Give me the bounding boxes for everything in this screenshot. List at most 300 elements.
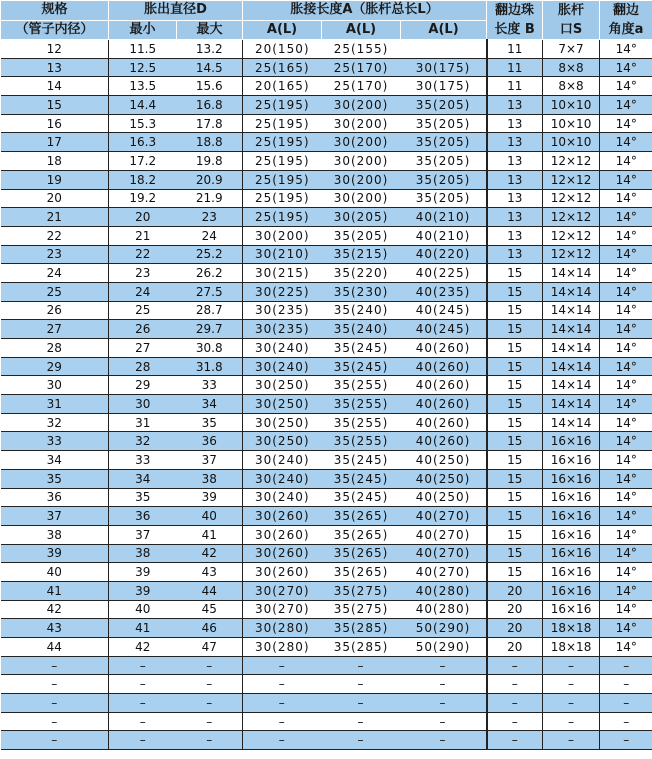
table-cell: 16×16 [543,451,600,470]
table-cell: – [543,694,600,713]
table-cell: 41 [177,525,243,544]
table-cell: 25(195) [243,208,322,227]
table-row [1,301,652,320]
table-cell: 40(270) [401,544,487,563]
table-cell: 30(280) [243,619,322,638]
table-cell: 36 [1,488,109,507]
table-cell: 15 [487,563,543,582]
table-cell: 30(240) [243,357,322,376]
table-cell: – [487,731,543,750]
header-flare-angle-line2: 角度a [608,22,644,37]
table-cell: – [243,694,322,713]
table-cell: – [177,675,243,694]
table-cell: 15 [487,395,543,414]
table-cell: 17.8 [177,114,243,133]
table-cell: 30(250) [243,413,322,432]
table-cell: 40(260) [401,376,487,395]
table-cell: 41 [109,619,177,638]
table-cell: 47 [177,638,243,657]
table-cell: 14° [600,133,652,152]
table-cell: 35(245) [322,469,401,488]
table-cell: 27.5 [177,282,243,301]
table-cell: 50(290) [401,638,487,657]
table-cell: 14° [600,96,652,115]
table-cell: 16×16 [543,469,600,488]
table-cell: – [600,712,652,731]
table-header [1,1,652,40]
table-cell: 30(250) [243,376,322,395]
table-cell: 14° [600,376,652,395]
table-cell: 40 [1,563,109,582]
table-cell: 25(195) [243,189,322,208]
table-cell: 35(285) [322,619,401,638]
table-cell: 35(230) [322,282,401,301]
table-cell: – [322,712,401,731]
table-cell: 25(170) [322,77,401,96]
table-cell: 29 [1,357,109,376]
table-row [1,712,652,731]
table-cell: 30 [109,395,177,414]
table-body [1,40,652,750]
table-cell: 40(235) [401,282,487,301]
table-cell: 35(275) [322,600,401,619]
table-cell: 35(205) [401,133,487,152]
table-cell: 27 [1,320,109,339]
table-cell: 20 [487,619,543,638]
header-al-1: A(L) [243,20,322,40]
table-cell: 14° [600,451,652,470]
table-row [1,432,652,451]
table-cell: 35(245) [322,339,401,358]
table-row [1,58,652,77]
table-row [1,507,652,526]
table-cell: 36 [109,507,177,526]
table-cell: – [487,675,543,694]
header-flare-length [487,1,543,40]
table-cell: – [600,694,652,713]
table-cell: 39 [177,488,243,507]
table-cell: 31 [109,413,177,432]
table-cell: 30(235) [243,301,322,320]
table-cell: 14° [600,395,652,414]
table-cell: 15 [487,413,543,432]
table-cell: 14° [600,432,652,451]
table-cell: 30(200) [322,133,401,152]
table-cell: 40(250) [401,488,487,507]
table-cell: 37 [177,451,243,470]
table-row [1,675,652,694]
table-cell: 10×10 [543,114,600,133]
table-cell: 30(260) [243,544,322,563]
table-cell: 17 [1,133,109,152]
table-cell: 15 [487,488,543,507]
table-cell: 13 [487,96,543,115]
header-flare-length-line1: 翻边珠 [495,3,535,18]
table-cell: 14.4 [109,96,177,115]
table-cell: – [401,675,487,694]
table-cell: 30(235) [243,320,322,339]
table-cell: 30(250) [243,395,322,414]
table-cell: 40(280) [401,581,487,600]
table-cell: 40(270) [401,525,487,544]
table-cell: 11 [487,58,543,77]
table-cell: 22 [109,245,177,264]
table-cell: 34 [109,469,177,488]
table-cell: 40(270) [401,507,487,526]
table-cell: 44 [177,581,243,600]
table-cell: 15 [487,264,543,283]
table-cell: 33 [177,376,243,395]
table-cell: 14° [600,114,652,133]
table-row [1,694,652,713]
table-cell: 14.5 [177,58,243,77]
table-cell: – [109,731,177,750]
table-cell: 30(200) [322,189,401,208]
table-cell: 40(260) [401,357,487,376]
table-cell: 35(285) [322,638,401,657]
table-cell: 25(195) [243,152,322,171]
table-cell: 35(255) [322,376,401,395]
table-cell: 12.5 [109,58,177,77]
table-cell: 30(200) [322,152,401,171]
table-cell: 26.2 [177,264,243,283]
table-cell: 14° [600,245,652,264]
table-row [1,40,652,59]
header-expand-length: 胀接长度A（胀杆总长L） [243,1,487,21]
table-cell: – [243,656,322,675]
table-cell: 15 [487,507,543,526]
table-cell: 12×12 [543,245,600,264]
table-row [1,133,652,152]
table-cell: 40(245) [401,301,487,320]
table-row [1,245,652,264]
table-cell: 14×14 [543,301,600,320]
table-cell: – [543,712,600,731]
table-cell: 40(210) [401,226,487,245]
table-cell: 35(255) [322,413,401,432]
table-cell: 20 [487,600,543,619]
table-cell: 20 [487,581,543,600]
table-cell: 15.6 [177,77,243,96]
table-cell: 14° [600,152,652,171]
table-cell: 40(245) [401,320,487,339]
table-cell: 14° [600,619,652,638]
table-cell: 38 [177,469,243,488]
table-cell: 14° [600,357,652,376]
table-cell: 35(265) [322,507,401,526]
table-cell: – [487,656,543,675]
table-cell: 40(260) [401,413,487,432]
table-cell: 20(150) [243,40,322,59]
table-cell: 40(220) [401,245,487,264]
table-cell: 21 [109,226,177,245]
table-cell: 16.8 [177,96,243,115]
table-cell: – [401,712,487,731]
table-cell: 46 [177,619,243,638]
header-min: 最小 [109,20,177,40]
table-cell: 40(250) [401,451,487,470]
table-cell: 40(260) [401,432,487,451]
table-cell: – [109,675,177,694]
table-cell: 14° [600,301,652,320]
table-row [1,96,652,115]
table-cell: 11.5 [109,40,177,59]
table-cell: 33 [109,451,177,470]
table-cell: 40(260) [401,339,487,358]
table-cell: 14° [600,413,652,432]
table-cell: 26 [109,320,177,339]
table-cell: 30(175) [401,58,487,77]
header-flare-length-line2: 长度 B [494,22,535,37]
table-cell: 30(225) [243,282,322,301]
table-cell: 30(215) [243,264,322,283]
header-flare-angle-line1: 翻边 [613,3,640,18]
table-cell: 34 [177,395,243,414]
table-cell: – [322,731,401,750]
table-cell: 40(260) [401,395,487,414]
table-cell: 29.7 [177,320,243,339]
table-cell: 8×8 [543,58,600,77]
table-cell: 30(240) [243,469,322,488]
table-cell: – [401,694,487,713]
table-row [1,600,652,619]
table-cell: – [543,656,600,675]
table-cell: 13 [1,58,109,77]
table-cell: 30(260) [243,525,322,544]
table-cell: 14 [1,77,109,96]
table-cell: 30(240) [243,451,322,470]
table-cell: 30(200) [322,170,401,189]
table-cell: 24 [1,264,109,283]
table-row [1,581,652,600]
table-cell: 16×16 [543,432,600,451]
table-cell: – [487,712,543,731]
table-cell: 10×10 [543,133,600,152]
table-cell: 40(280) [401,600,487,619]
table-cell: 14×14 [543,376,600,395]
table-cell: 31 [1,395,109,414]
table-cell: 12×12 [543,152,600,171]
table-cell: 38 [109,544,177,563]
table-cell: 14° [600,581,652,600]
table-row [1,413,652,432]
table-row [1,208,652,227]
table-cell: 30(270) [243,581,322,600]
table-row [1,152,652,171]
table-cell: 20(165) [243,77,322,96]
table-cell: 14° [600,563,652,582]
table-cell: 29 [109,376,177,395]
table-cell: – [1,694,109,713]
table-cell: – [322,675,401,694]
table-cell: – [543,675,600,694]
table-row [1,357,652,376]
table-cell: 14×14 [543,413,600,432]
header-rod-size-line2: 口S [559,22,583,37]
table-cell: – [177,712,243,731]
table-row [1,563,652,582]
table-cell: 42 [1,600,109,619]
table-cell: – [1,656,109,675]
table-cell: 25(165) [243,58,322,77]
table-cell: 28 [1,339,109,358]
table-cell: 15 [487,469,543,488]
table-cell: 19 [1,170,109,189]
table-cell: 16.3 [109,133,177,152]
table-cell: 15 [487,357,543,376]
table-cell: 18 [1,152,109,171]
table-cell: 18×18 [543,619,600,638]
table-cell: 15 [487,525,543,544]
table-cell: 41 [1,581,109,600]
table-cell: 15 [487,376,543,395]
table-cell: 31.8 [177,357,243,376]
header-al-2: A(L) [322,20,401,40]
table-cell: 18.2 [109,170,177,189]
table-cell: 30(200) [322,114,401,133]
table-cell: 28.7 [177,301,243,320]
table-cell: 14×14 [543,320,600,339]
table-cell: 35(205) [401,170,487,189]
table-cell: 30.8 [177,339,243,358]
table-cell: – [177,656,243,675]
table-cell: 43 [1,619,109,638]
table-cell: 15 [487,451,543,470]
table-cell: 16×16 [543,600,600,619]
table-cell: 14×14 [543,357,600,376]
table-cell: – [177,731,243,750]
table-cell: 43 [177,563,243,582]
header-max: 最大 [177,20,243,40]
table-cell: – [109,656,177,675]
table-cell: 11 [487,77,543,96]
table-row [1,619,652,638]
table-row [1,656,652,675]
table-cell: 19.8 [177,152,243,171]
table-cell: 35(245) [322,357,401,376]
table-cell: 12×12 [543,189,600,208]
table-cell: – [243,712,322,731]
table-row [1,638,652,657]
table-cell: – [243,675,322,694]
header-expand-diameter: 胀出直径D [109,1,243,21]
table-cell: 14° [600,208,652,227]
table-cell: 14° [600,226,652,245]
table-cell: 12 [1,40,109,59]
table-cell: 35(215) [322,245,401,264]
table-cell: 14×14 [543,282,600,301]
table-cell: 20 [1,189,109,208]
table-cell: 20.9 [177,170,243,189]
table-cell: 33 [1,432,109,451]
table-cell: 30(175) [401,77,487,96]
table-cell: 20 [487,638,543,657]
table-cell: – [1,675,109,694]
table-cell: 14° [600,170,652,189]
table-cell: – [600,675,652,694]
table-cell: 28 [109,357,177,376]
table-cell: 13.5 [109,77,177,96]
table-cell: 39 [109,581,177,600]
table-cell: 13 [487,170,543,189]
table-row [1,170,652,189]
table-cell: 35(245) [322,451,401,470]
table-cell: 15 [487,282,543,301]
table-cell: 14° [600,40,652,59]
table-cell: 11 [487,40,543,59]
table-cell: 12×12 [543,170,600,189]
table-cell: 35(205) [401,189,487,208]
table-row [1,525,652,544]
table-cell: – [109,694,177,713]
table-row [1,77,652,96]
table-cell: 16×16 [543,544,600,563]
table-cell: 10×10 [543,96,600,115]
table-cell: 14° [600,600,652,619]
table-cell: 16×16 [543,488,600,507]
table-cell: 35 [177,413,243,432]
table-cell: 14° [600,469,652,488]
table-cell: 45 [177,600,243,619]
table-row [1,282,652,301]
table-cell: – [1,712,109,731]
table-cell [401,40,487,59]
header-rod-size [543,1,600,40]
table-cell: 24 [109,282,177,301]
table-cell: 25 [109,301,177,320]
table-cell: 16×16 [543,563,600,582]
table-cell: 12×12 [543,226,600,245]
table-cell: 23 [1,245,109,264]
table-cell: 35(240) [322,320,401,339]
table-cell: 13 [487,226,543,245]
header-flare-angle [600,1,652,40]
table-cell: – [600,731,652,750]
table-cell: 25(195) [243,170,322,189]
table-cell: – [487,694,543,713]
table-cell: 24 [177,226,243,245]
table-cell: 14° [600,282,652,301]
table-cell: 50(290) [401,619,487,638]
table-cell: 13 [487,245,543,264]
table-cell: – [177,694,243,713]
table-cell: 30(270) [243,600,322,619]
table-cell: – [401,731,487,750]
table-cell: 30(260) [243,563,322,582]
table-row [1,395,652,414]
table-cell: 14×14 [543,264,600,283]
table-cell: 38 [1,525,109,544]
table-row [1,376,652,395]
table-cell: – [1,731,109,750]
table-cell: 30(250) [243,432,322,451]
table-cell: 42 [177,544,243,563]
table-cell: 40(210) [401,208,487,227]
table-cell: 35(265) [322,563,401,582]
table-cell: 30(200) [243,226,322,245]
table-cell: 25 [1,282,109,301]
header-spec: 规格 [1,1,109,21]
table-row [1,320,652,339]
table-cell: 30(240) [243,339,322,358]
table-cell: 27 [109,339,177,358]
table-cell: 23 [177,208,243,227]
table-cell: 40 [109,600,177,619]
table-cell: 35(275) [322,581,401,600]
table-cell: 35(205) [401,96,487,115]
table-cell: 19.2 [109,189,177,208]
table-cell: 30(210) [243,245,322,264]
